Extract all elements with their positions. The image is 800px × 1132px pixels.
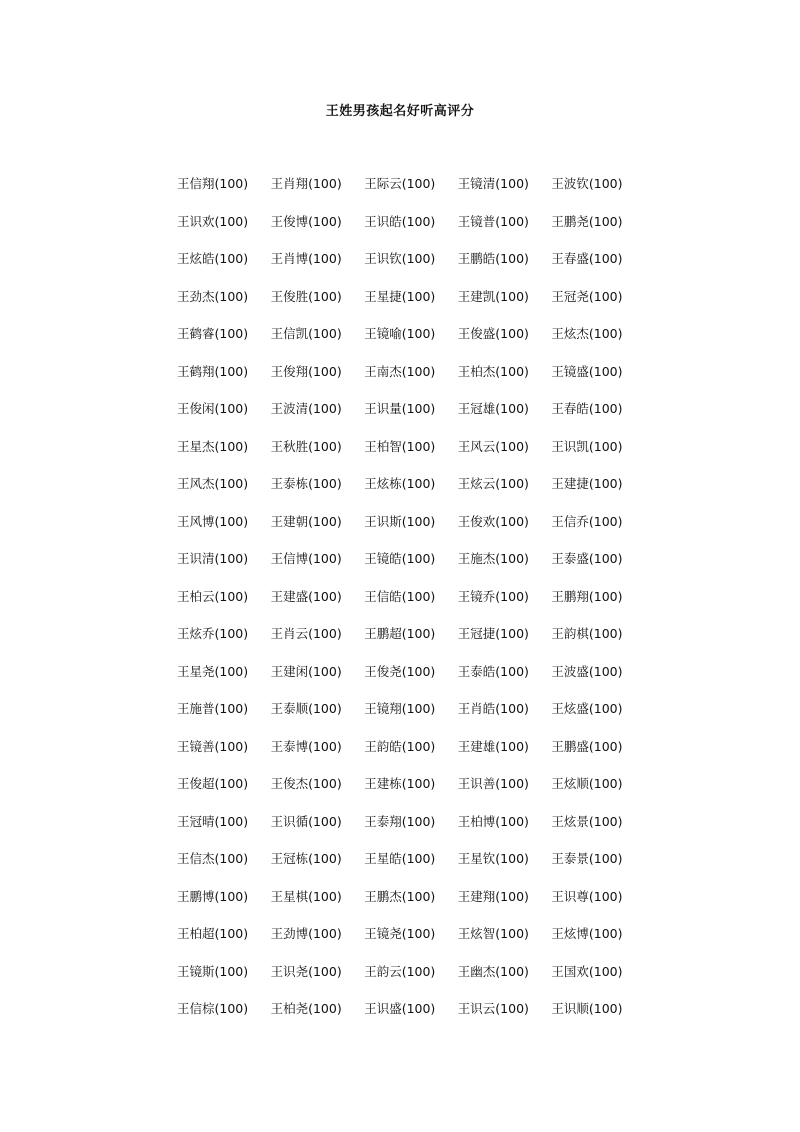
name-entry: 王信博(100)	[270, 551, 342, 566]
name-entry: 王识云(100)	[457, 1001, 529, 1016]
name-entry: 王鹏博(100)	[177, 888, 249, 904]
name-entry: 王炫皓(100)	[177, 251, 249, 266]
name-entry: 王肖翔(100)	[270, 176, 342, 191]
name-entry: 王鹏盛(100)	[551, 738, 623, 754]
name-entry: 王识斯(100)	[364, 513, 436, 529]
name-entry: 王肖博(100)	[270, 251, 342, 266]
name-entry: 王炫景(100)	[551, 813, 623, 829]
name-entry: 王幽杰(100)	[457, 963, 529, 979]
name-entry: 王信乔(100)	[551, 513, 623, 529]
name-entry: 王镜清(100)	[457, 176, 529, 191]
name-entry: 王冠雄(100)	[457, 401, 529, 416]
name-entry: 王建凯(100)	[457, 288, 529, 304]
name-entry: 王识顺(100)	[551, 1001, 623, 1016]
name-entry: 王星棋(100)	[270, 888, 342, 904]
name-entry: 王镜斯(100)	[177, 963, 249, 979]
name-entry: 王星钦(100)	[457, 851, 529, 866]
name-entry: 王劲杰(100)	[177, 288, 249, 304]
name-entry: 王施杰(100)	[457, 551, 529, 566]
name-entry: 王星尧(100)	[177, 663, 249, 679]
name-entry: 王识循(100)	[270, 813, 342, 829]
name-entry: 王信凯(100)	[270, 326, 342, 341]
name-entry: 王秋胜(100)	[270, 438, 342, 454]
name-entry: 王炫云(100)	[457, 476, 529, 491]
name-entry: 王冠晴(100)	[177, 813, 249, 829]
name-entry: 王柏超(100)	[177, 926, 249, 941]
name-entry: 王冠捷(100)	[457, 626, 529, 641]
name-entry: 王炫乔(100)	[177, 626, 249, 641]
name-entry: 王识善(100)	[457, 776, 529, 791]
name-entry: 王风云(100)	[457, 438, 529, 454]
name-entry: 王鹏尧(100)	[551, 213, 623, 229]
name-entry: 王信杰(100)	[177, 851, 249, 866]
name-entry: 王国欢(100)	[551, 963, 623, 979]
name-entry: 王柏智(100)	[364, 438, 436, 454]
name-entry: 王泰盛(100)	[551, 551, 623, 566]
name-entry: 王冠栋(100)	[270, 851, 342, 866]
name-entry: 王泰顺(100)	[270, 701, 342, 716]
name-entry: 王建翔(100)	[457, 888, 529, 904]
name-grid	[177, 174, 637, 1037]
name-entry: 王鹤睿(100)	[177, 326, 249, 341]
name-entry: 王镜普(100)	[457, 213, 529, 229]
name-entry: 王建雄(100)	[457, 738, 529, 754]
name-entry: 王柏尧(100)	[270, 1001, 342, 1016]
name-entry: 王泰博(100)	[270, 738, 342, 754]
name-entry: 王鹏翔(100)	[551, 588, 623, 604]
name-entry: 王俊超(100)	[177, 776, 249, 791]
name-entry: 王识皓(100)	[364, 213, 436, 229]
name-entry: 王鹤翔(100)	[177, 363, 249, 379]
name-entry: 王南杰(100)	[364, 363, 436, 379]
name-entry: 王泰翔(100)	[364, 813, 436, 829]
name-entry: 王建栋(100)	[364, 776, 436, 791]
name-entry: 王信皓(100)	[364, 588, 436, 604]
page-title: 王姓男孩起名好听高评分	[325, 104, 475, 119]
name-entry: 王建捷(100)	[551, 476, 623, 491]
name-entry: 王信棕(100)	[177, 1001, 249, 1016]
name-entry: 王识尧(100)	[270, 963, 342, 979]
name-entry: 王炫杰(100)	[551, 326, 623, 341]
name-entry: 王建朝(100)	[270, 513, 342, 529]
name-entry: 王镜翔(100)	[364, 701, 436, 716]
name-entry: 王俊博(100)	[270, 213, 342, 229]
name-entry: 王韵棋(100)	[551, 626, 623, 641]
name-entry: 王炫顺(100)	[551, 776, 623, 791]
name-entry: 王柏博(100)	[457, 813, 529, 829]
name-entry: 王镜善(100)	[177, 738, 249, 754]
name-entry: 王炫智(100)	[457, 926, 529, 941]
name-entry: 王际云(100)	[364, 176, 436, 191]
name-entry: 王炫栋(100)	[364, 476, 436, 491]
name-entry: 王劲博(100)	[270, 926, 342, 941]
name-entry: 王识清(100)	[177, 551, 249, 566]
name-entry: 王韵皓(100)	[364, 738, 436, 754]
name-entry: 王泰景(100)	[551, 851, 623, 866]
name-entry: 王识欢(100)	[177, 213, 249, 229]
name-entry: 王俊尧(100)	[364, 663, 436, 679]
name-entry: 王识凯(100)	[551, 438, 623, 454]
name-entry: 王波清(100)	[270, 401, 342, 416]
name-entry: 王风博(100)	[177, 513, 249, 529]
name-entry: 王肖皓(100)	[457, 701, 529, 716]
name-entry: 王俊盛(100)	[457, 326, 529, 341]
name-entry: 王冠尧(100)	[551, 288, 623, 304]
name-entry: 王镜乔(100)	[457, 588, 529, 604]
name-entry: 王俊翔(100)	[270, 363, 342, 379]
name-entry: 王鹏皓(100)	[457, 251, 529, 266]
name-entry: 王施普(100)	[177, 701, 249, 716]
name-entry: 王春盛(100)	[551, 251, 623, 266]
name-entry: 王炫博(100)	[551, 926, 623, 941]
name-entry: 王俊胜(100)	[270, 288, 342, 304]
name-entry: 王识盛(100)	[364, 1001, 436, 1016]
name-entry: 王泰皓(100)	[457, 663, 529, 679]
name-entry: 王星杰(100)	[177, 438, 249, 454]
name-entry: 王镜尧(100)	[364, 926, 436, 941]
name-entry: 王镜喻(100)	[364, 326, 436, 341]
name-entry: 王波盛(100)	[551, 663, 623, 679]
name-entry: 王俊欢(100)	[457, 513, 529, 529]
name-entry: 王泰栋(100)	[270, 476, 342, 491]
name-entry: 王建闲(100)	[270, 663, 342, 679]
name-entry: 王波钦(100)	[551, 176, 623, 191]
name-entry: 王镜皓(100)	[364, 551, 436, 566]
name-entry: 王星皓(100)	[364, 851, 436, 866]
name-entry: 王建盛(100)	[270, 588, 342, 604]
name-entry: 王柏杰(100)	[457, 363, 529, 379]
name-entry: 王风杰(100)	[177, 476, 249, 491]
name-entry: 王柏云(100)	[177, 588, 249, 604]
name-entry: 王镜盛(100)	[551, 363, 623, 379]
name-entry: 王肖云(100)	[270, 626, 342, 641]
name-entry: 王识钦(100)	[364, 251, 436, 266]
name-entry: 王炫盛(100)	[551, 701, 623, 716]
name-entry: 王信翔(100)	[177, 176, 249, 191]
name-entry: 王春皓(100)	[551, 401, 623, 416]
name-entry: 王星捷(100)	[364, 288, 436, 304]
name-entry: 王识量(100)	[364, 401, 436, 416]
name-entry: 王俊闲(100)	[177, 401, 249, 416]
name-entry: 王鹏超(100)	[364, 626, 436, 641]
name-entry: 王俊杰(100)	[270, 776, 342, 791]
name-entry: 王鹏杰(100)	[364, 888, 436, 904]
name-entry: 王韵云(100)	[364, 963, 436, 979]
name-entry: 王识尊(100)	[551, 888, 623, 904]
